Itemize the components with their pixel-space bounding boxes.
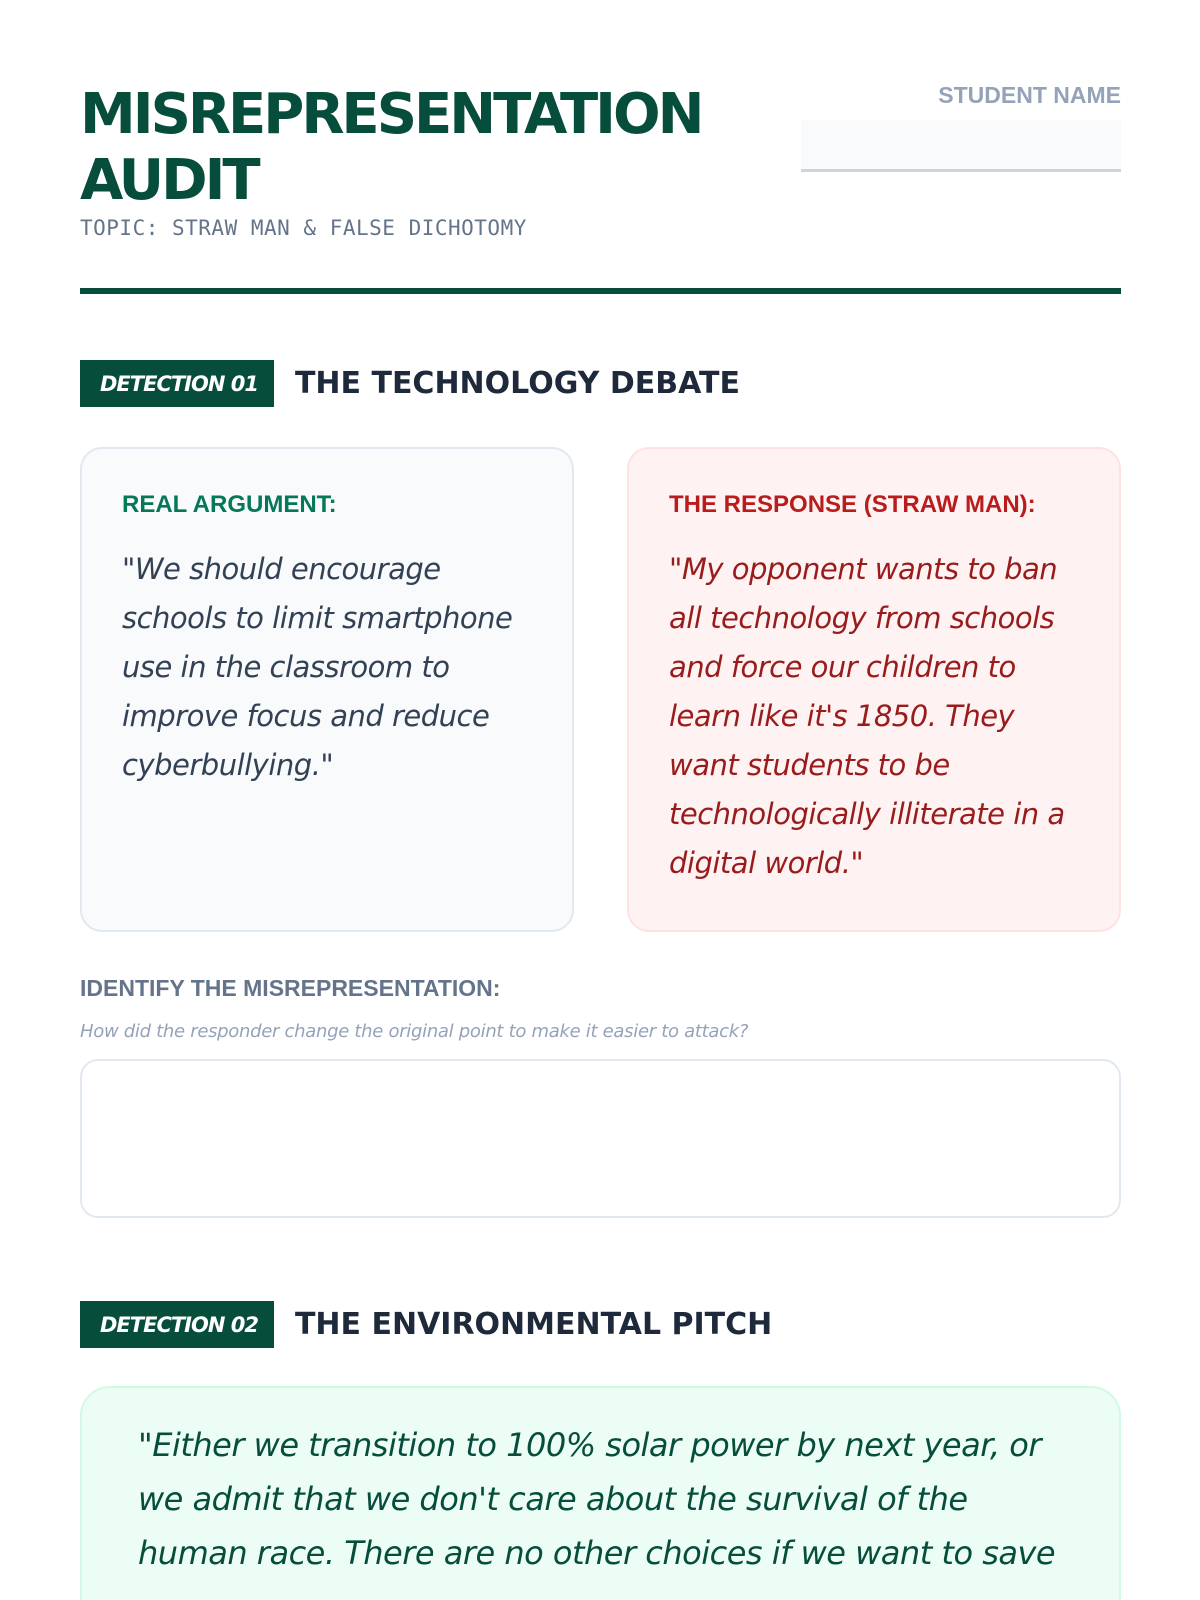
environmental-pitch-quote: "Either we transition to 100% solar power by next year, or we admit that we don't care about the survival of the human race. There are no other choices if we want to save bbox=[138, 1426, 1056, 1572]
detection-1-title: THE TECHNOLOGY DEBATE bbox=[294, 366, 740, 401]
worksheet-page bbox=[80, 0, 1121, 1600]
straw-man-card bbox=[627, 447, 1121, 932]
page-title: MISREPRESENTATION AUDIT bbox=[80, 82, 702, 213]
worksheet-header bbox=[80, 82, 1121, 292]
real-argument-label: REAL ARGUMENT: bbox=[122, 491, 337, 518]
detection-2-badge: DETECTION 02 bbox=[80, 1301, 274, 1348]
student-name-label: STUDENT NAME bbox=[938, 82, 1121, 108]
identify-misrepresentation-hint: How did the responder change the original point to make it easier to attack? bbox=[80, 1021, 749, 1042]
topic-subtitle: TOPIC: STRAW MAN & FALSE DICHOTOMY bbox=[80, 216, 527, 240]
detection-1-badge: DETECTION 01 bbox=[80, 360, 274, 407]
real-argument-card bbox=[80, 447, 574, 932]
straw-man-quote: "My opponent wants to ban all technology from schools and force our children to learn like it's 1850. They want students to be technologically illiterate in a digital world." bbox=[669, 552, 1065, 880]
detection-2-heading bbox=[80, 1301, 772, 1348]
identify-misrepresentation-answer[interactable] bbox=[80, 1059, 1121, 1218]
detection-2-title: THE ENVIRONMENTAL PITCH bbox=[294, 1307, 773, 1342]
header-divider bbox=[80, 288, 1121, 294]
straw-man-label: THE RESPONSE (STRAW MAN): bbox=[669, 491, 1036, 518]
real-argument-quote: "We should encourage schools to limit smartphone use in the classroom to improve focus and reduce cyberbullying." bbox=[122, 552, 513, 782]
student-name-input[interactable] bbox=[801, 120, 1121, 172]
environmental-pitch-card bbox=[80, 1386, 1121, 1600]
detection-1-heading bbox=[80, 360, 740, 407]
identify-misrepresentation-label: IDENTIFY THE MISREPRESENTATION: bbox=[80, 975, 501, 1001]
